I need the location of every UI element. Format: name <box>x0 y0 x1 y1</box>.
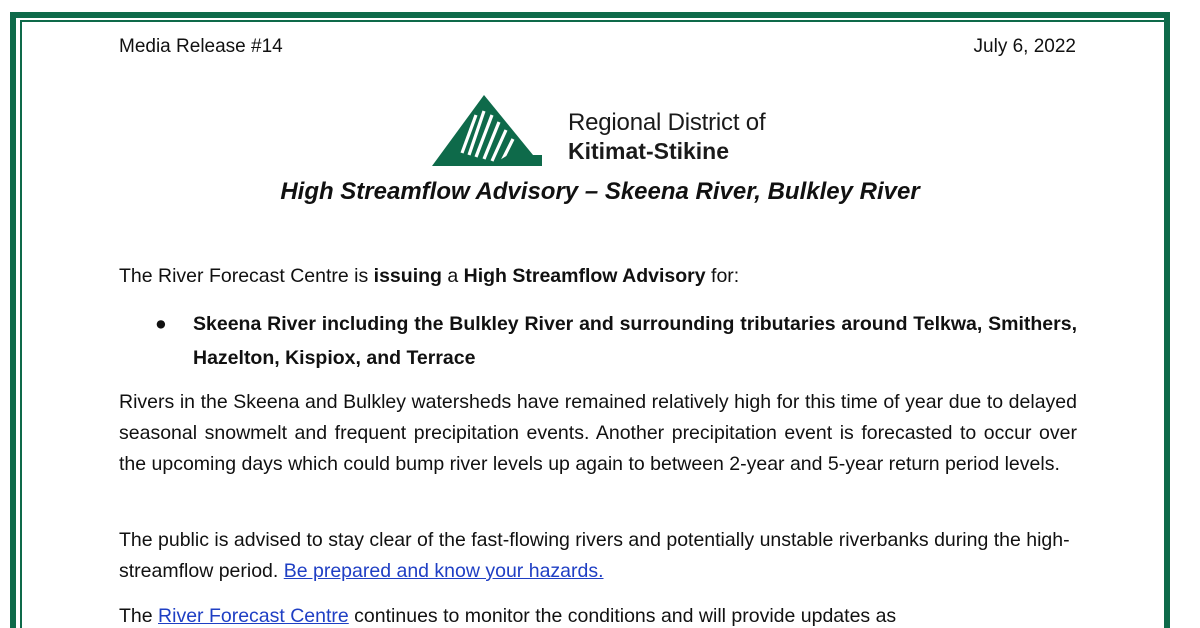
document-title: High Streamflow Advisory – Skeena River, Bulkley River <box>280 178 920 205</box>
public-advice-paragraph <box>119 525 1077 587</box>
intro-bold-advisory: High Streamflow Advisory <box>463 265 706 287</box>
media-release-number: Media Release #14 <box>119 36 283 57</box>
release-date: July 6, 2022 <box>973 36 1076 57</box>
organization-logo <box>432 95 772 170</box>
intro-text-3: for: <box>705 265 740 287</box>
be-prepared-link[interactable]: Be prepared and know your hazards. <box>283 560 604 582</box>
mountain-logo-icon <box>432 95 557 167</box>
river-forecast-centre-link[interactable]: River Forecast Centre <box>158 605 349 627</box>
intro-text-2: a <box>441 265 464 287</box>
logo-line-2: Kitimat-Stikine <box>568 138 730 164</box>
bullet-icon: ● <box>155 313 167 335</box>
monitoring-paragraph <box>119 601 1077 628</box>
monitoring-text-1: The <box>119 605 159 627</box>
intro-text-1: The River Forecast Centre is <box>119 265 374 287</box>
public-advice-text: The public is advised to stay clear of the fast-flowing rivers and potentially unstable riverbanks during the high-streamflow period. <box>119 529 1070 582</box>
logo-line-1: Regional District of <box>568 109 766 136</box>
logo-wordmark <box>568 109 765 165</box>
intro-bold-issuing: issuing <box>373 265 442 287</box>
monitoring-text-2: continues to monitor the conditions and will provide updates as <box>348 605 897 627</box>
intro-paragraph <box>119 261 1077 292</box>
bullet-text: Skeena River including the Bulkley River and surrounding tributaries around Telkwa, Smithers, Hazelton, Kispiox, and Terrace <box>193 313 1077 369</box>
conditions-paragraph: Rivers in the Skeena and Bulkley watersheds have remained relatively high for this time of year due to delayed seasonal snowmelt and frequent precipitation events. Another precipitation event is forecasted to occur over the upcoming days which could bump river levels up again to between 2-year and 5-year return period levels. <box>119 391 1077 475</box>
